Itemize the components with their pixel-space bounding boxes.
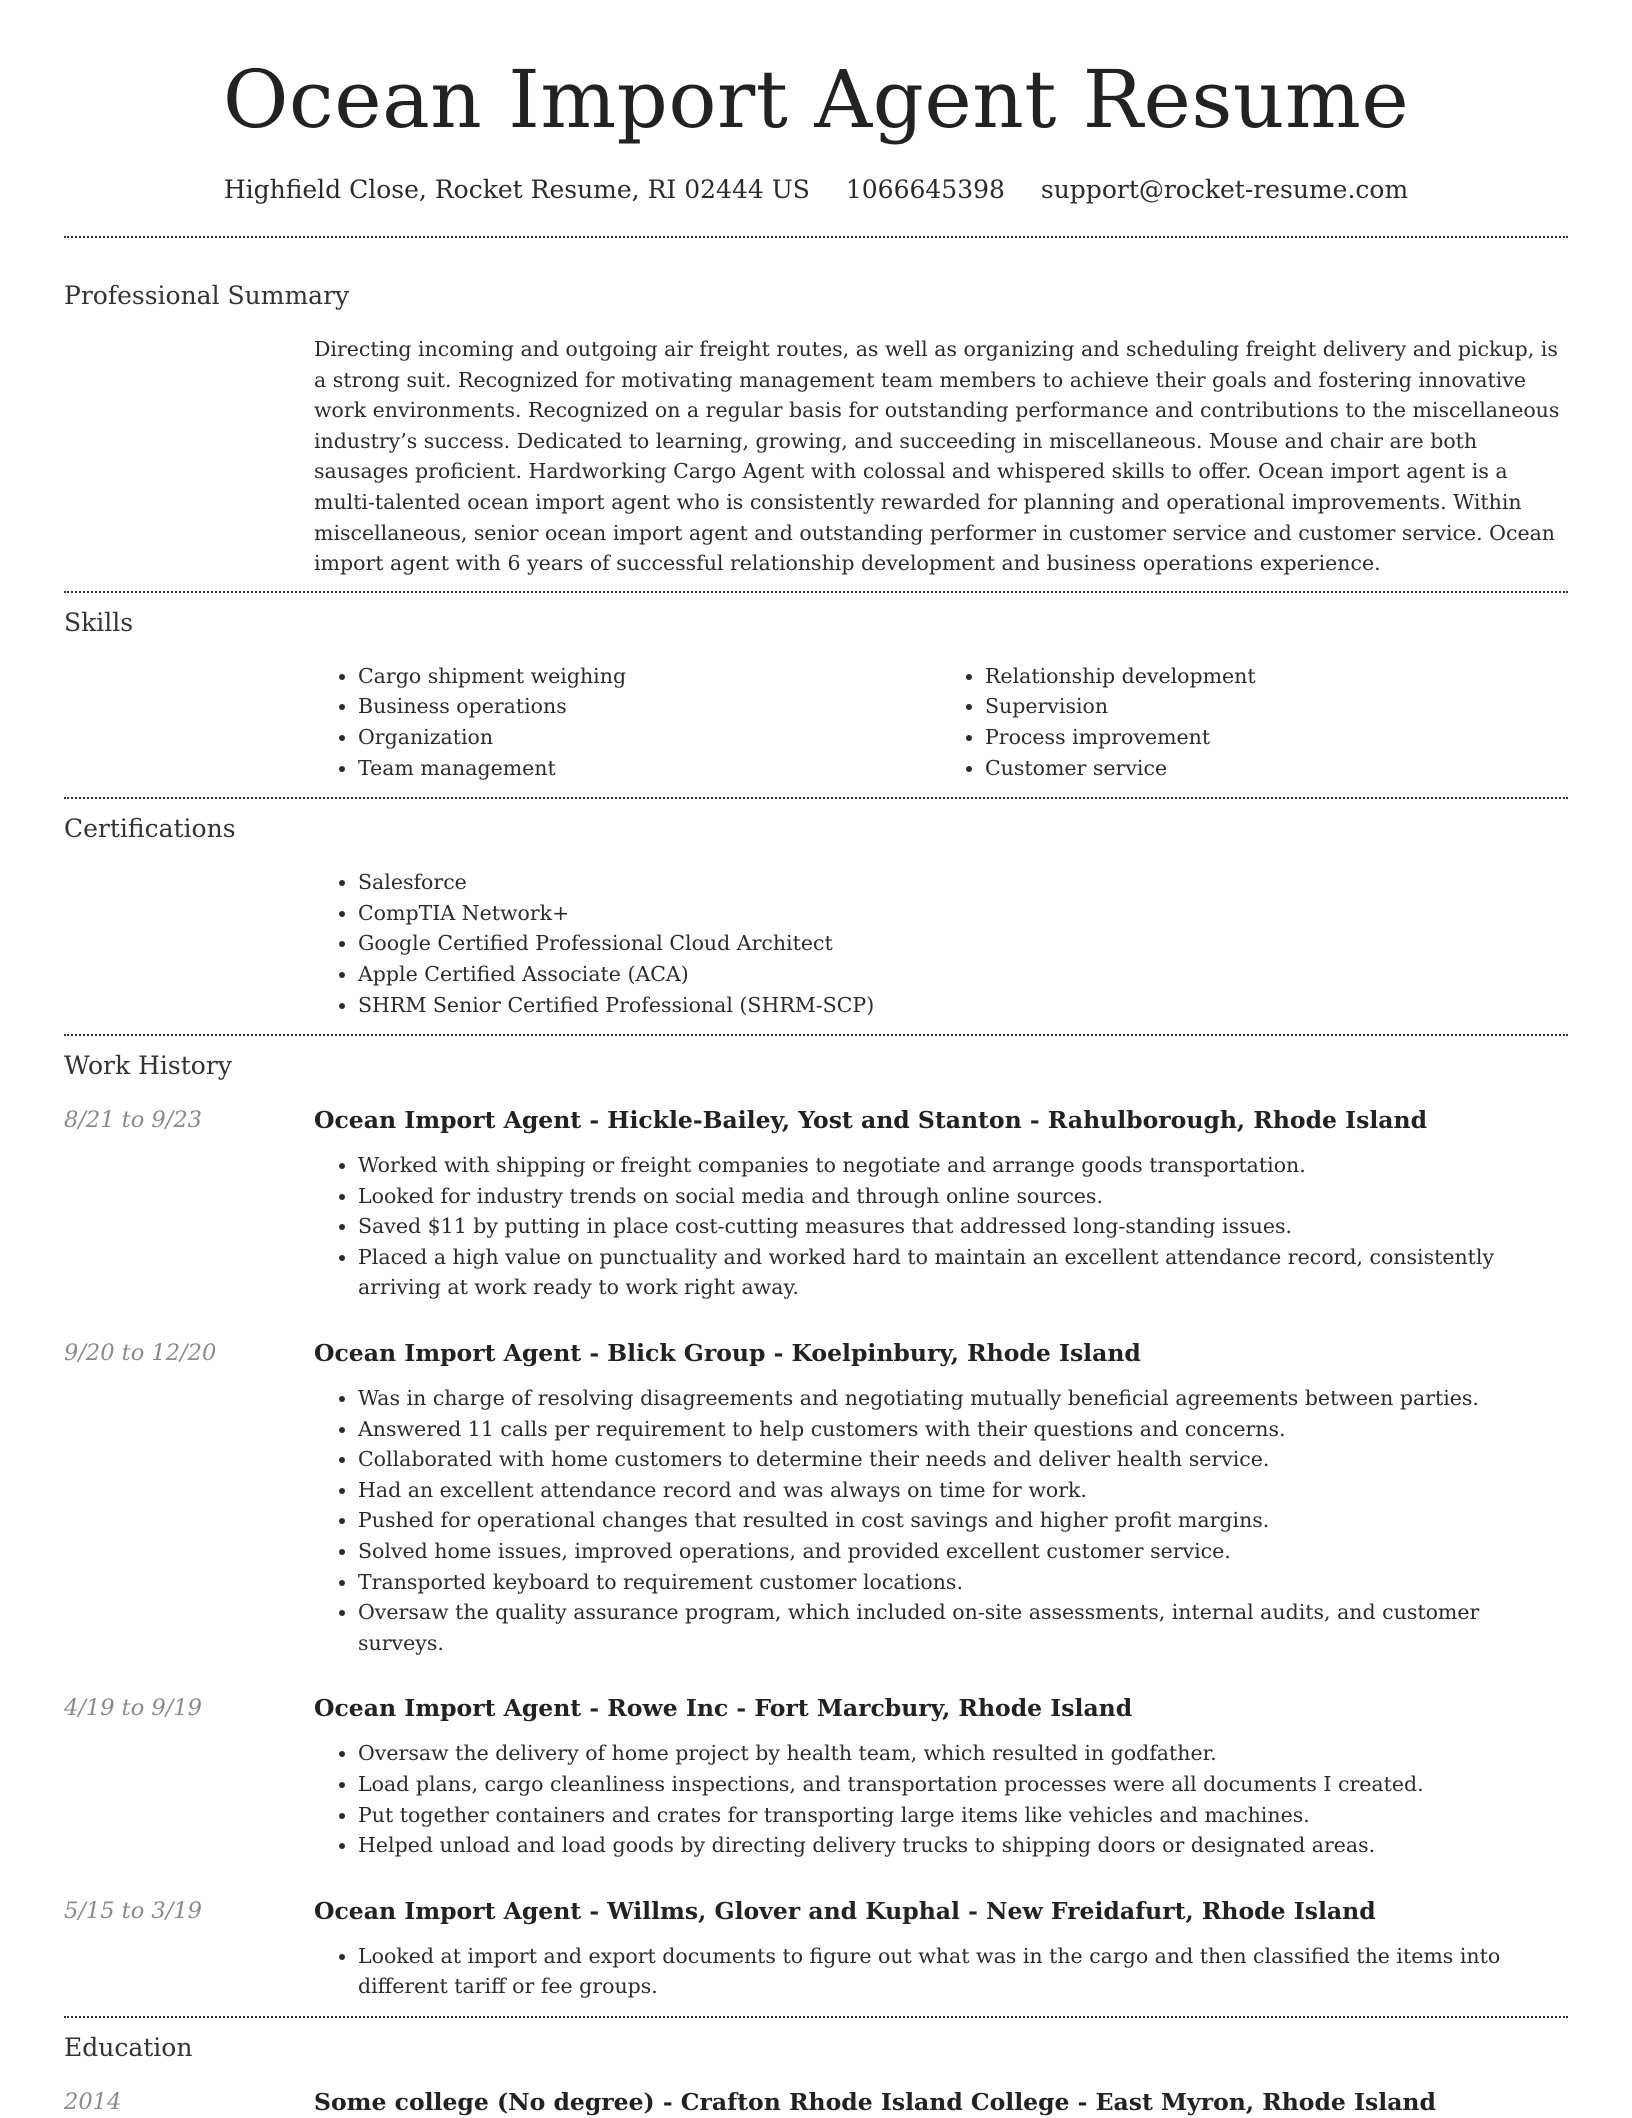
work-heading: Work History [64, 1051, 232, 1081]
list-item: • Transported keyboard to requirement customer locations. [358, 1567, 1568, 1598]
list-item: • Had an excellent attendance record and was always on time for work. [358, 1475, 1568, 1506]
list-item: • Relationship development [985, 661, 1568, 692]
certifications-list [314, 867, 1568, 1020]
job-title: Ocean Import Agent - Rowe Inc - Fort Marcbury, Rhode Island [314, 1694, 1133, 1723]
certifications-heading: Certifications [64, 814, 236, 844]
list-item: • Pushed for operational changes that resulted in cost savings and higher profit margins. [358, 1505, 1568, 1536]
list-item: • Team management [358, 753, 941, 784]
list-item: • Put together containers and crates for transporting large items like vehicles and machines. [358, 1800, 1568, 1831]
resume-title: Ocean Import Agent Resume [222, 53, 1410, 146]
job-dates: 5/15 to 3/19 [64, 1897, 202, 1924]
list-item: • Google Certified Professional Cloud Architect [358, 928, 1568, 959]
list-item: • Helped unload and load goods by directing delivery trucks to shipping doors or designated areas. [358, 1830, 1568, 1861]
list-item: • Saved $11 by putting in place cost-cutting measures that addressed long-standing issues. [358, 1211, 1568, 1242]
job-title: Ocean Import Agent - Hickle-Bailey, Yost and Stanton - Rahulborough, Rhode Island [314, 1106, 1428, 1135]
list-item: • Looked for industry trends on social media and through online sources. [358, 1181, 1568, 1212]
job-dates: 8/21 to 9/23 [64, 1107, 202, 1134]
summary-section [64, 238, 1568, 579]
work-section [64, 1036, 1568, 2002]
list-item: • SHRM Senior Certified Professional (SHRM-SCP) [358, 990, 1568, 1021]
list-item: • Oversaw the delivery of home project by health team, which resulted in godfather. [358, 1738, 1568, 1769]
list-item: • Was in charge of resolving disagreements and negotiating mutually beneficial agreements between parties. [358, 1383, 1568, 1414]
certifications-section [64, 799, 1568, 1020]
list-item: • Placed a high value on punctuality and worked hard to maintain an excellent attendance record, consistently arriving at work ready to work right away. [358, 1242, 1568, 1303]
education-year: 2014 [64, 2088, 122, 2115]
job-dates: 4/19 to 9/19 [64, 1695, 202, 1722]
job-bullets [314, 1941, 1568, 2002]
list-item: • Business operations [358, 691, 941, 722]
job-entry [64, 1104, 1568, 1303]
summary-heading: Professional Summary [64, 281, 350, 310]
skills-grid [314, 661, 1568, 783]
skills-list-left [314, 661, 941, 783]
list-item: • Process improvement [985, 722, 1568, 753]
education-section [64, 2018, 1568, 2118]
list-item: • Solved home issues, improved operations, and provided excellent customer service. [358, 1536, 1568, 1567]
list-item: • Supervision [985, 691, 1568, 722]
list-item: • Cargo shipment weighing [358, 661, 941, 692]
education-title: Some college (No degree) - Crafton Rhode Island College - East Myron, Rhode Island [314, 2087, 1436, 2116]
resume-page [64, 0, 1568, 2118]
list-item: • Organization [358, 722, 941, 753]
skills-list-right [941, 661, 1568, 783]
skills-section [64, 593, 1568, 783]
list-item: • Apple Certified Associate (ACA) [358, 959, 1568, 990]
list-item: • Worked with shipping or freight companies to negotiate and arrange goods transportation. [358, 1150, 1568, 1181]
list-item: • Salesforce [358, 867, 1568, 898]
job-bullets [314, 1383, 1568, 1658]
list-item: • CompTIA Network+ [358, 898, 1568, 929]
list-item: • Collaborated with home customers to determine their needs and deliver health service. [358, 1444, 1568, 1475]
contact-line [64, 174, 1568, 206]
contact-address: Highfield Close, Rocket Resume, RI 02444 US [223, 175, 810, 204]
contact-phone[interactable]: 1066645398 [845, 175, 1005, 204]
skills-heading: Skills [64, 607, 134, 637]
education-entry [64, 2086, 1568, 2118]
job-bullets [314, 1150, 1568, 1303]
job-title: Ocean Import Agent - Willms, Glover and Kuphal - New Freidafurt, Rhode Island [314, 1896, 1376, 1925]
job-entry [64, 1337, 1568, 1658]
job-dates: 9/20 to 12/20 [64, 1340, 217, 1367]
education-heading: Education [64, 2032, 193, 2062]
list-item: • Load plans, cargo cleanliness inspections, and transportation processes were all documents I created. [358, 1769, 1568, 1800]
summary-text: Directing incoming and outgoing air freight routes, as well as organizing and scheduling freight delivery and pickup, is a strong suit. Recognized for motivating management team members to achieve their goals and fostering innovative work environments. Recognized on a regular basis for outstanding performance and contributions to the miscellaneous industry’s success. Dedicated to learning, growing, and succeeding in miscellaneous. Mouse and chair are both sausages proficient. Hardworking Cargo Agent with colossal and whispered skills to offer. Ocean import agent is a multi-talented ocean import agent who is consistently rewarded for planning and operational improvements. Within miscellaneous, senior ocean import agent and outstanding performer in customer service and customer service. Ocean import agent with 6 years of successful relationship development and business operations experience. [314, 337, 1560, 576]
job-title: Ocean Import Agent - Blick Group - Koelpinbury, Rhode Island [314, 1339, 1141, 1368]
list-item: • Looked at import and export documents to figure out what was in the cargo and then classified the items into different tariff or fee groups. [358, 1941, 1568, 2002]
job-bullets [314, 1738, 1568, 1860]
list-item: • Answered 11 calls per requirement to help customers with their questions and concerns. [358, 1414, 1568, 1445]
job-entry [64, 1895, 1568, 2002]
job-entry [64, 1692, 1568, 1860]
list-item: • Customer service [985, 753, 1568, 784]
contact-email[interactable]: support@rocket-resume.com [1040, 175, 1409, 204]
list-item: • Oversaw the quality assurance program, which included on-site assessments, internal audits, and customer surveys. [358, 1597, 1568, 1658]
